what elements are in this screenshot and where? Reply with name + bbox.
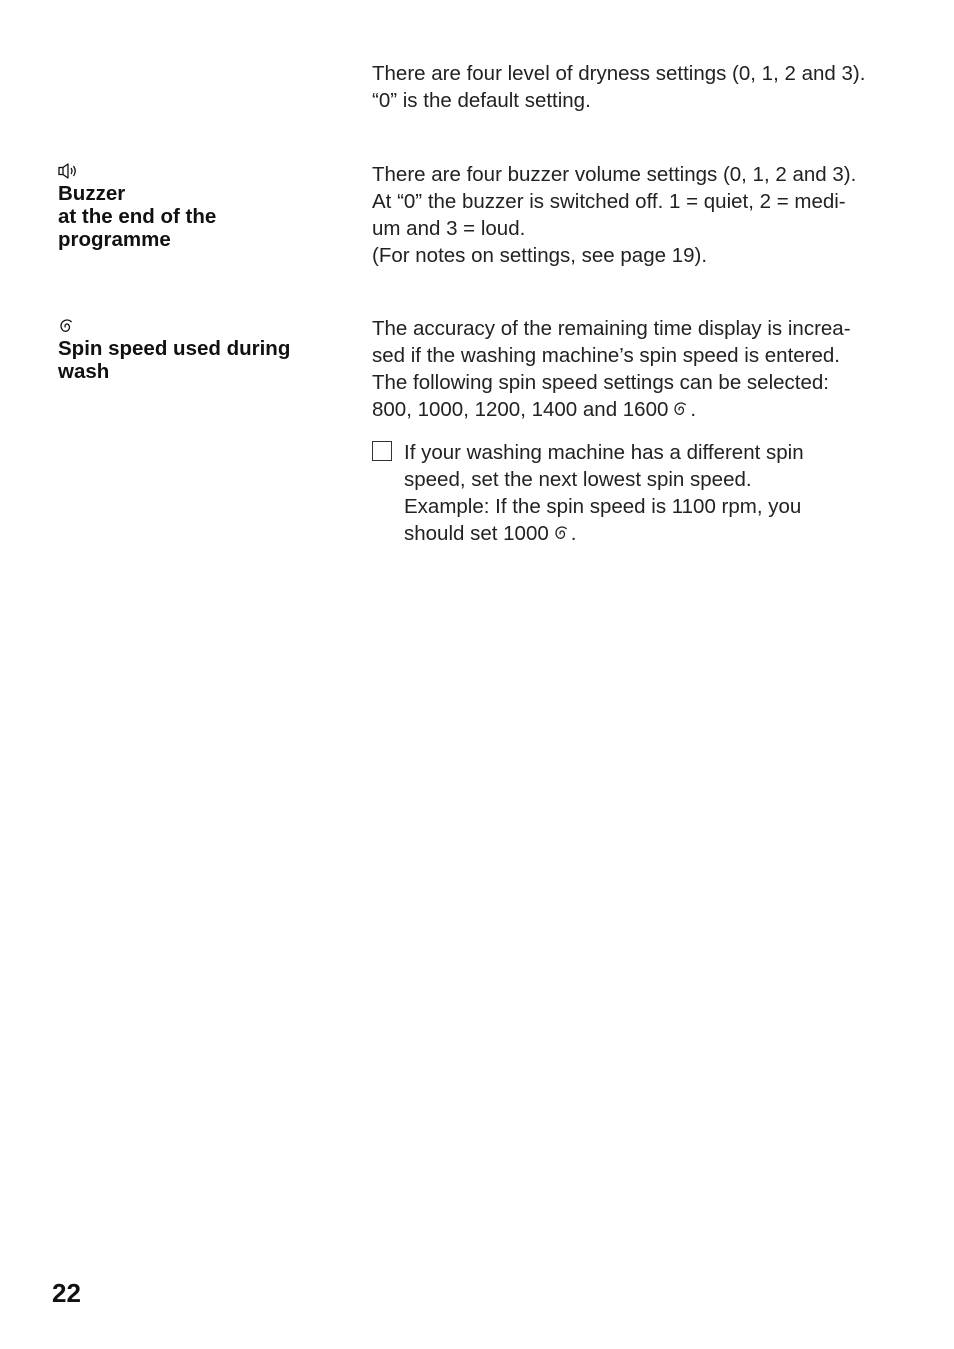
text-line: There are four buzzer volume settings (0, 1, 2 and 3).	[372, 163, 857, 186]
text-line-content: 800, 1000, 1200, 1400 and 1600	[372, 398, 669, 421]
text-line: “0” is the default setting.	[372, 89, 591, 112]
text-line: The accuracy of the remaining time display is increa-	[372, 317, 851, 340]
text-line: There are four level of dryness settings (0, 1, 2 and 3).	[372, 62, 866, 85]
label-line: wash	[58, 360, 110, 383]
text-line: The following spin speed settings can be selected:	[372, 371, 829, 394]
dryness-description	[372, 60, 902, 114]
line-end: .	[690, 398, 697, 421]
text-line: If your washing machine has a different spin	[404, 441, 804, 464]
label-line: programme	[58, 228, 171, 251]
label-line: Buzzer	[58, 182, 126, 205]
text-line-content: should set 1000	[404, 522, 549, 545]
page-number: 22	[52, 1278, 81, 1308]
label-line: Spin speed used during	[58, 337, 291, 360]
text-line	[404, 520, 904, 547]
spin-icon	[672, 400, 690, 418]
note-box-icon	[372, 441, 392, 461]
text-line	[372, 396, 902, 423]
text-line: speed, set the next lowest spin speed.	[404, 468, 752, 491]
label-line: at the end of the	[58, 205, 217, 228]
spin-description	[372, 315, 902, 423]
text-line: um and 3 = loud.	[372, 217, 526, 240]
line-end: .	[570, 522, 577, 545]
text-line: sed if the washing machine’s spin speed is entered.	[372, 344, 840, 367]
spin-label	[58, 317, 348, 383]
buzzer-description	[372, 161, 902, 269]
text-line: Example: If the spin speed is 1100 rpm, you	[404, 495, 802, 518]
spin-note	[404, 439, 904, 547]
spin-icon	[553, 524, 571, 542]
text-line: At “0” the buzzer is switched off. 1 = quiet, 2 = medi-	[372, 190, 846, 213]
spin-icon	[58, 317, 80, 335]
text-line: (For notes on settings, see page 19).	[372, 244, 708, 267]
buzzer-label	[58, 162, 348, 251]
speaker-icon	[58, 162, 80, 180]
